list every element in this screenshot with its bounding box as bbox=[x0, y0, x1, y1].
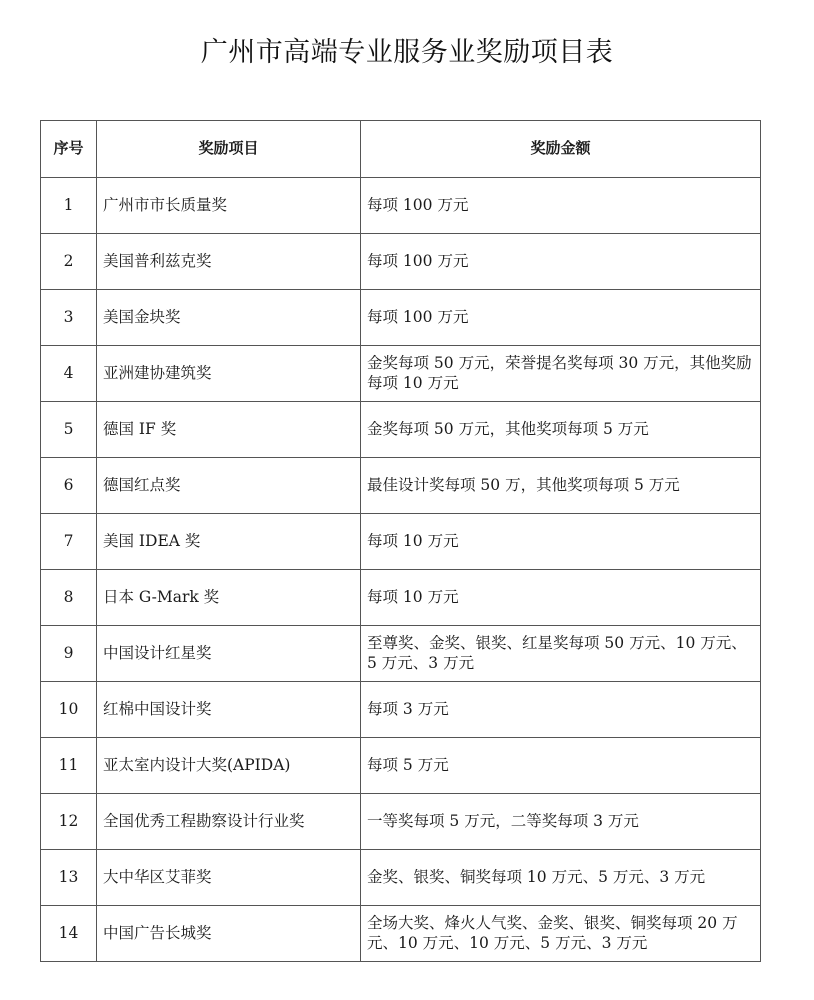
cell-award-amount: 全场大奖、烽火人气奖、金奖、银奖、铜奖每项 20 万元、10 万元、10 万元、5 万元、3 万元 bbox=[361, 906, 761, 962]
cell-no: 3 bbox=[41, 290, 97, 346]
cell-award-amount: 金奖每项 50 万元，其他奖项每项 5 万元 bbox=[361, 402, 761, 458]
cell-award-name: 大中华区艾菲奖 bbox=[97, 850, 361, 906]
cell-award-amount: 最佳设计奖每项 50 万，其他奖项每项 5 万元 bbox=[361, 458, 761, 514]
cell-award-name: 德国红点奖 bbox=[97, 458, 361, 514]
cell-award-name: 中国设计红星奖 bbox=[97, 626, 361, 682]
page-title: 广州市高端专业服务业奖励项目表 bbox=[200, 37, 614, 68]
table-row bbox=[41, 738, 761, 794]
cell-award-amount: 每项 10 万元 bbox=[361, 570, 761, 626]
cell-award-name: 亚太室内设计大奖(APIDA) bbox=[97, 738, 361, 794]
column-header-name: 奖励项目 bbox=[97, 121, 361, 178]
table-row bbox=[41, 626, 761, 682]
cell-no: 6 bbox=[41, 458, 97, 514]
table-row bbox=[41, 458, 761, 514]
cell-award-name: 德国 IF 奖 bbox=[97, 402, 361, 458]
table-row bbox=[41, 290, 761, 346]
table-row bbox=[41, 850, 761, 906]
award-table bbox=[40, 120, 761, 962]
cell-no: 11 bbox=[41, 738, 97, 794]
column-header-no: 序号 bbox=[41, 121, 97, 178]
table-row bbox=[41, 514, 761, 570]
cell-award-name: 亚洲建协建筑奖 bbox=[97, 346, 361, 402]
cell-award-amount: 每项 3 万元 bbox=[361, 682, 761, 738]
cell-no: 14 bbox=[41, 906, 97, 962]
table-row bbox=[41, 906, 761, 962]
table-header-row bbox=[41, 121, 761, 178]
cell-no: 10 bbox=[41, 682, 97, 738]
column-header-amount: 奖励金额 bbox=[361, 121, 761, 178]
cell-award-amount: 一等奖每项 5 万元，二等奖每项 3 万元 bbox=[361, 794, 761, 850]
cell-no: 1 bbox=[41, 178, 97, 234]
table-row bbox=[41, 178, 761, 234]
cell-no: 8 bbox=[41, 570, 97, 626]
cell-no: 7 bbox=[41, 514, 97, 570]
table-row bbox=[41, 682, 761, 738]
table-row bbox=[41, 346, 761, 402]
cell-no: 2 bbox=[41, 234, 97, 290]
cell-award-name: 美国普利兹克奖 bbox=[97, 234, 361, 290]
cell-award-name: 全国优秀工程勘察设计行业奖 bbox=[97, 794, 361, 850]
cell-no: 5 bbox=[41, 402, 97, 458]
table-row bbox=[41, 570, 761, 626]
cell-award-name: 美国 IDEA 奖 bbox=[97, 514, 361, 570]
cell-award-amount: 每项 100 万元 bbox=[361, 290, 761, 346]
cell-award-name: 日本 G-Mark 奖 bbox=[97, 570, 361, 626]
table-row bbox=[41, 794, 761, 850]
cell-award-name: 美国金块奖 bbox=[97, 290, 361, 346]
cell-no: 13 bbox=[41, 850, 97, 906]
table-row bbox=[41, 234, 761, 290]
cell-award-amount: 每项 100 万元 bbox=[361, 234, 761, 290]
cell-award-amount: 金奖每项 50 万元，荣誉提名奖每项 30 万元，其他奖励每项 10 万元 bbox=[361, 346, 761, 402]
cell-award-amount: 每项 100 万元 bbox=[361, 178, 761, 234]
cell-award-amount: 金奖、银奖、铜奖每项 10 万元、5 万元、3 万元 bbox=[361, 850, 761, 906]
cell-award-name: 红棉中国设计奖 bbox=[97, 682, 361, 738]
cell-award-name: 广州市市长质量奖 bbox=[97, 178, 361, 234]
cell-award-amount: 每项 5 万元 bbox=[361, 738, 761, 794]
table-row bbox=[41, 402, 761, 458]
cell-award-name: 中国广告长城奖 bbox=[97, 906, 361, 962]
cell-award-amount: 至尊奖、金奖、银奖、红星奖每项 50 万元、10 万元、5 万元、3 万元 bbox=[361, 626, 761, 682]
cell-no: 12 bbox=[41, 794, 97, 850]
cell-no: 9 bbox=[41, 626, 97, 682]
cell-no: 4 bbox=[41, 346, 97, 402]
cell-award-amount: 每项 10 万元 bbox=[361, 514, 761, 570]
